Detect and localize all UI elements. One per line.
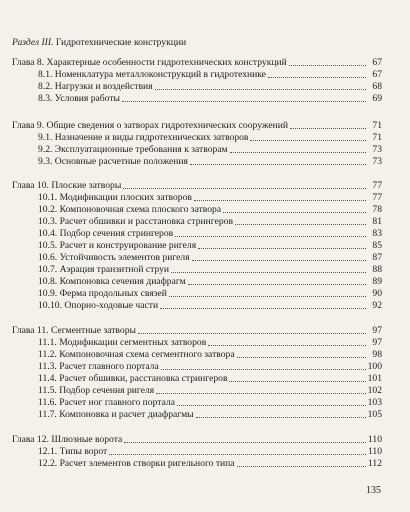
toc-section-row	[38, 385, 382, 397]
dot-leader	[123, 188, 366, 189]
dot-leader	[109, 454, 366, 455]
toc-page-number: 67	[372, 57, 382, 68]
toc-chapter-row	[12, 325, 382, 337]
dot-leader	[161, 369, 366, 370]
toc-chapter-row	[12, 180, 382, 192]
toc-section-row	[38, 93, 382, 105]
toc-entry-label: Глава 10. Плоские затворы	[12, 180, 122, 191]
toc-page-number: 98	[372, 349, 382, 360]
dot-leader	[198, 248, 366, 249]
dot-leader	[194, 200, 366, 201]
toc-chapter-row	[12, 434, 382, 446]
toc-entry-label: 10.7. Аэрация транзитной струи	[38, 264, 170, 275]
toc-entry-label: 11.4. Расчет обшивки, расстановка стрингеров	[38, 373, 228, 384]
toc-entry-label: 10.1. Модификации плоских затворов	[38, 192, 192, 203]
toc-section-row	[38, 132, 382, 144]
dot-leader	[289, 65, 366, 66]
toc-entry-label: 10.6. Устойчивость элементов ригеля	[38, 252, 190, 263]
toc-section-row	[38, 240, 382, 252]
toc-entry-label: 11.2. Компоновочная схема сегментного затвора	[38, 349, 235, 360]
toc-entry-label: Глава 11. Сегментные затворы	[12, 325, 136, 336]
toc-entry-label: 10.3. Расчет обшивки и расстановка стрингеров	[38, 216, 233, 227]
toc-page-number: 103	[367, 397, 382, 408]
toc-section-row	[38, 337, 382, 349]
toc-page-number: 69	[372, 93, 382, 104]
toc-entry-label: 9.3. Основные расчетные положения	[38, 156, 188, 167]
toc-page-number: 85	[372, 240, 382, 251]
toc-section-row	[38, 264, 382, 276]
toc-entry-label: 10.8. Компоновка сечения диафрагм	[38, 276, 186, 287]
toc-chapter-row	[12, 57, 382, 69]
toc-chapter-row	[12, 120, 382, 132]
toc-entry-label: 11.3. Расчет главного портала	[38, 361, 159, 372]
toc-entry-label: Глава 12. Шлюзные ворота	[12, 434, 123, 445]
toc-entry-label: 8.3. Условия работы	[38, 93, 120, 104]
toc-page-number: 71	[372, 132, 382, 143]
toc-section-row	[38, 144, 382, 156]
toc-page-number: 110	[367, 434, 382, 445]
dot-leader	[122, 101, 366, 102]
toc-entry-label: 10.10. Опорно-ходовые части	[38, 300, 159, 311]
toc-section-row	[38, 216, 382, 228]
dot-leader	[237, 466, 366, 467]
toc-entry-label: 10.5. Расчет и конструирование ригеля	[38, 240, 197, 251]
dot-leader	[169, 296, 366, 297]
toc-page-number: 97	[372, 325, 382, 336]
section-title	[12, 37, 186, 48]
dot-leader	[160, 308, 366, 309]
toc-section-row	[38, 409, 382, 421]
dot-leader	[208, 345, 366, 346]
toc-entry-label: Глава 8. Характерные особенности гидротехнических конструкций	[12, 57, 287, 68]
toc-entry-label: 8.2. Нагрузки и воздействия	[38, 81, 153, 92]
dot-leader	[192, 260, 366, 261]
toc-page-number: 73	[372, 144, 382, 155]
toc-page-number: 101	[367, 373, 382, 384]
toc-section-row	[38, 192, 382, 204]
dot-leader	[230, 152, 366, 153]
toc-page-number: 97	[372, 337, 382, 348]
dot-leader	[250, 140, 366, 141]
dot-leader	[171, 272, 366, 273]
toc-entry-label: 11.6. Расчет ног главного портала	[38, 397, 175, 408]
dot-leader	[138, 333, 366, 334]
toc-page-number: 89	[372, 276, 382, 287]
toc-section-row	[38, 373, 382, 385]
toc-section-row	[38, 156, 382, 168]
dot-leader	[196, 417, 366, 418]
dot-leader	[268, 77, 366, 78]
toc-entry-label: 10.9. Ферма продольных связей	[38, 288, 167, 299]
toc-entry-label: 12.1. Типы ворот	[38, 446, 108, 457]
toc-page-number: 77	[372, 180, 382, 191]
toc-entry-label: 12.2. Расчет элементов створки ригельного типа	[38, 458, 235, 469]
toc-page-number: 88	[372, 264, 382, 275]
toc-page-number: 81	[372, 216, 382, 227]
toc-page-number: 110	[367, 446, 382, 457]
toc-page-number: 112	[367, 458, 382, 469]
toc-page-number: 77	[372, 192, 382, 203]
toc-section-row	[38, 228, 382, 240]
toc-entry-label: 10.2. Компоновочная схема плоского затвора	[38, 204, 222, 215]
toc-entry-label: Глава 9. Общие сведения о затворах гидротехнических сооружений	[12, 120, 289, 131]
dot-leader	[188, 284, 366, 285]
toc-page-number: 92	[372, 300, 382, 311]
toc-entry-label: 8.1. Номенклатура металлоконструкций в гидротехнике	[38, 69, 266, 80]
dot-leader	[229, 381, 365, 382]
toc-entry-label: 11.1. Модификации сегментных затворов	[38, 337, 207, 348]
toc-section-row	[38, 204, 382, 216]
toc-section-row	[38, 81, 382, 93]
toc-section-row	[38, 349, 382, 361]
toc-entry-label: 11.5. Подбор сечения ригеля	[38, 385, 155, 396]
toc-section-row	[38, 361, 382, 373]
section-name: Гидротехнические конструкции	[55, 37, 187, 48]
toc-section-row	[38, 276, 382, 288]
dot-leader	[290, 128, 366, 129]
toc-section-row	[38, 69, 382, 81]
dot-leader	[175, 236, 366, 237]
toc-entry-label: 9.1. Назначение и виды гидротехнических затворов	[38, 132, 249, 143]
toc-section-row	[38, 397, 382, 409]
dot-leader	[124, 442, 366, 443]
toc-page-number: 102	[367, 385, 382, 396]
dot-leader	[237, 357, 366, 358]
toc-page-number: 100	[367, 361, 382, 372]
dot-leader	[155, 89, 366, 90]
toc-entry-label: 11.7. Компоновка и расчет диафрагмы	[38, 409, 194, 420]
toc-entry-label: 9.2. Эксплуатационные требования к затворам	[38, 144, 228, 155]
toc-page-number: 68	[372, 81, 382, 92]
toc-page-number: 87	[372, 252, 382, 263]
dot-leader	[177, 405, 366, 406]
section-part: Раздел III.	[12, 37, 54, 48]
toc-section-row	[38, 288, 382, 300]
dot-leader	[223, 212, 366, 213]
toc-page-number: 83	[372, 228, 382, 239]
toc-page-number: 90	[372, 288, 382, 299]
toc-section-row	[38, 446, 382, 458]
dot-leader	[190, 164, 366, 165]
toc-page-number: 67	[372, 69, 382, 80]
toc-section-row	[38, 458, 382, 470]
toc-page-number: 71	[372, 120, 382, 131]
dot-leader	[235, 224, 366, 225]
toc-page-number: 73	[372, 156, 382, 167]
toc-page-number: 78	[372, 204, 382, 215]
page-number: 135	[366, 485, 381, 496]
toc-page-number: 105	[367, 409, 382, 420]
toc-entry-label: 10.4. Подбор сечения стрингеров	[38, 228, 174, 239]
toc-section-row	[38, 252, 382, 264]
dot-leader	[156, 393, 365, 394]
toc-section-row	[38, 300, 382, 312]
